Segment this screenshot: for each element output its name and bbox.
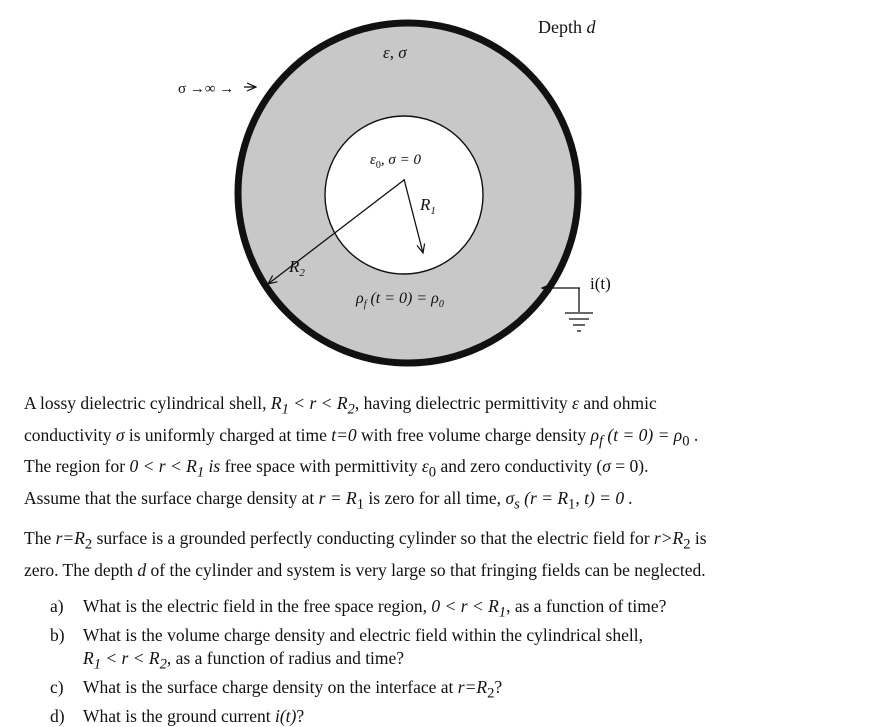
question-d: d) What is the ground current i(t)? (50, 705, 870, 727)
inner-material-label: $\varepsilon_0$, σ = 0 (370, 152, 421, 171)
p2-line-2: zero. The depth d of the cylinder and system is very large so that fringing fields can be neglected. (24, 558, 869, 583)
question-a: a) What is the electric field in the free space region, $0 < r < R_1$, as a function of time? (50, 595, 870, 624)
p2-line-1: The $r=R_2$ surface is a grounded perfectly conducting cylinder so that the electric field for $r>R_2$ is (24, 526, 869, 558)
problem-paragraph-2 (24, 526, 869, 583)
r2-label: $R_2$ (288, 257, 305, 279)
current-label: i(t) (590, 274, 611, 293)
ground-symbol (565, 313, 593, 331)
conductor-label: σ →∞ → (178, 81, 234, 97)
inner-free-space (325, 116, 483, 274)
charge-density-label: $\rho_f$ $(t = 0) = \rho_0$ (355, 290, 444, 310)
r1-label: $R_1$ (419, 195, 436, 217)
shell-material-label: ε, σ (383, 43, 407, 62)
p1-line-3: The region for $0 < r < R_1$ is free space with permittivity $\varepsilon_0$ and zero conductivity (σ = 0). (24, 454, 869, 486)
p1-line-2: conductivity σ is uniformly charged at time t=0 with free volume charge density $\rho_f$ $(t = 0) = \rho_0$ . (24, 423, 869, 455)
depth-label: Depth d (538, 17, 597, 37)
question-c: c) What is the surface charge density on the interface at $r=R_2$? (50, 676, 870, 705)
p1-line-4: Assume that the surface charge density at $r = R_1$ is zero for all time, $\sigma_s$ ($r = R_1$, t) = 0 . (24, 486, 869, 518)
question-b: b) What is the volume charge density and electric field within the cylindrical shell, $R_1 < r < R_2$, as a function of radius and time? (50, 624, 870, 676)
problem-paragraph-1 (24, 391, 869, 517)
p1-line-1: A lossy dielectric cylindrical shell, $R_1 < r < R_2$, having dielectric permittivity ε and ohmic (24, 391, 869, 423)
question-list (50, 595, 870, 727)
